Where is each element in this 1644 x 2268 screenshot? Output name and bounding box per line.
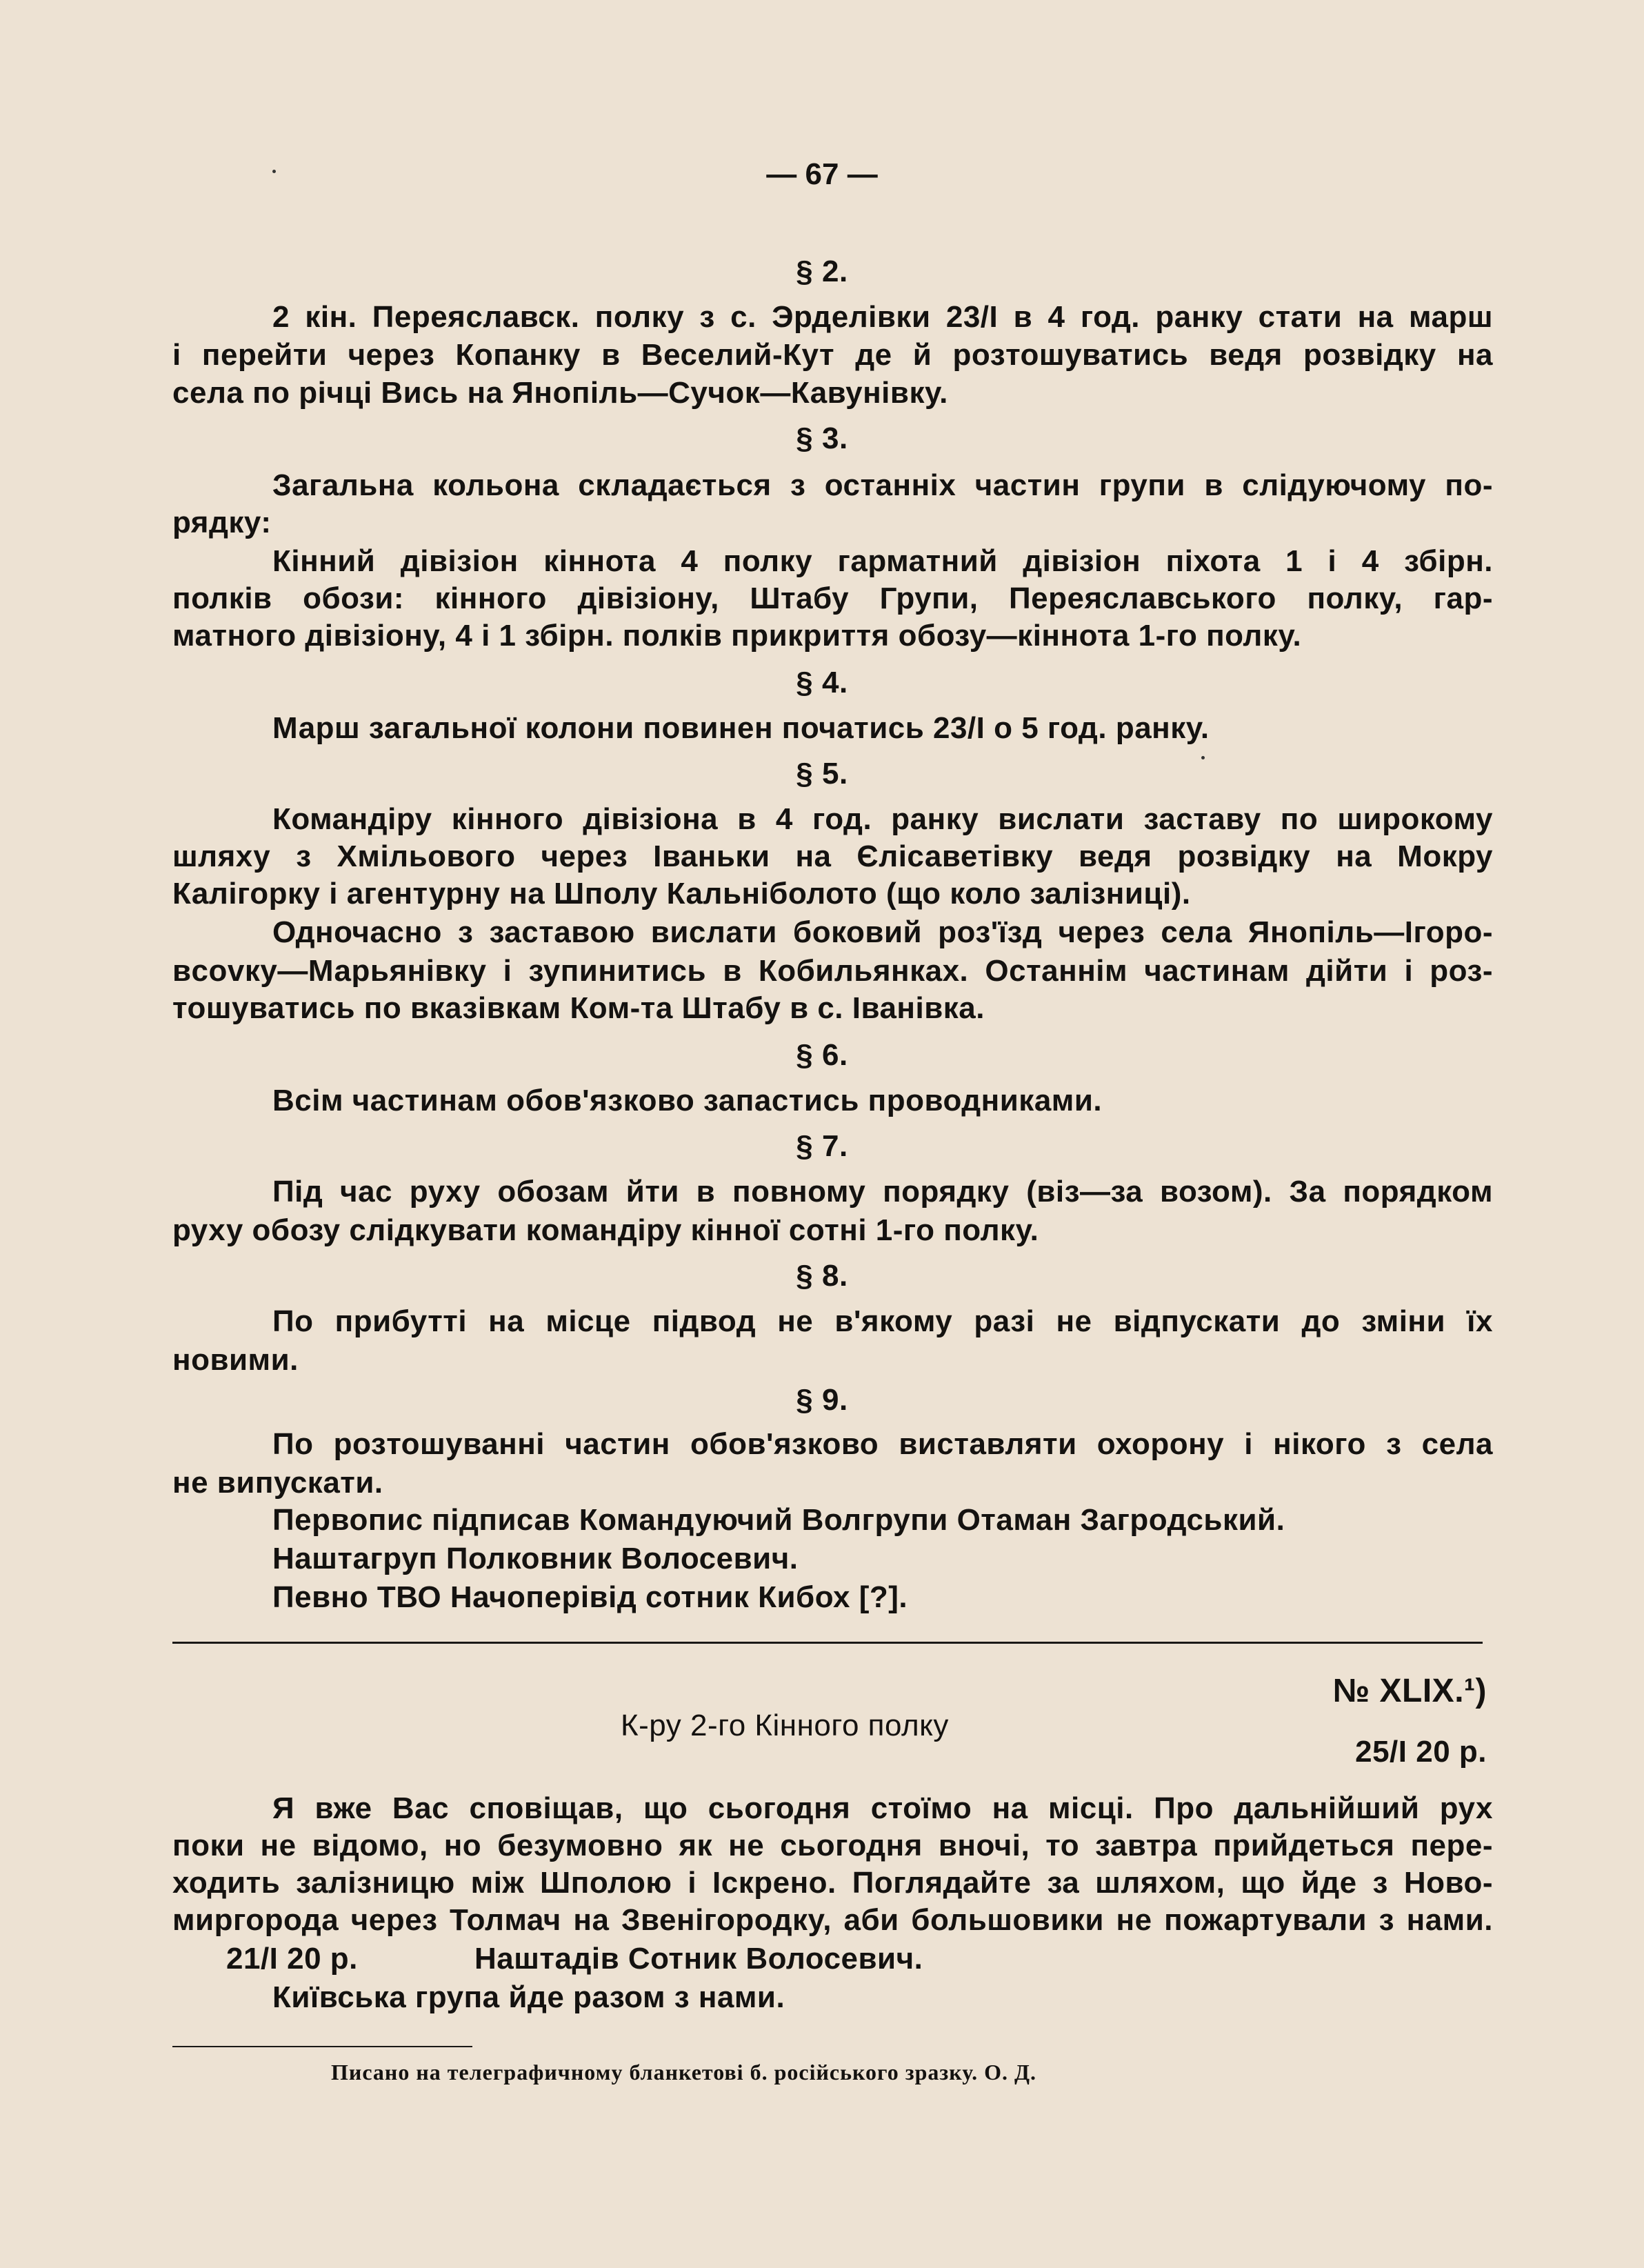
- letter-sign-date: 21/І 20 р.: [226, 1942, 358, 1976]
- letter-signature: Наштадів Сотник Волосевич.: [474, 1942, 923, 1976]
- footnote-text: Писано на телеграфичному бланкетові б. російського зразку. О. Д.: [331, 2060, 1036, 2085]
- signature-line-3: Певно ТВО Начоперівід сотник Кибох [?].: [272, 1580, 908, 1614]
- letter-line-1: Я вже Вас сповіщав, що сьогодня стоїмо на місці. Про дальнійший рух: [272, 1791, 1493, 1825]
- section-2-line-2: і перейти через Копанку в Веселий-Кут де й розтошуватись ведя розвідку на: [172, 338, 1493, 372]
- section-5-line-3: Калігорку і агентурну на Шполу Кальніболото (що коло залізниці).: [172, 877, 1191, 911]
- letter-line-3: ходить залізницю між Шполою і Іскрено. Поглядайте за шляхом, що йде з Ново-: [172, 1866, 1493, 1900]
- section-5-line-5: вcovку—Марьянівку і зупинитись в Кобильянках. Останнім частинам дійти і роз-: [172, 954, 1493, 988]
- section-2-heading: § 2.: [796, 255, 848, 288]
- section-8-line-2: новими.: [172, 1343, 299, 1377]
- section-9-heading: § 9.: [796, 1383, 848, 1417]
- document-addressee: К-ру 2-го Кінного полку: [621, 1709, 949, 1742]
- document-date: 25/І 20 р.: [1355, 1735, 1487, 1769]
- document-number: № XLIX.¹): [1332, 1673, 1487, 1709]
- section-5-line-6: тошуватись по вказівкам Ком-та Штабу в с. Іванівка.: [172, 991, 985, 1025]
- section-5-heading: § 5.: [796, 757, 848, 790]
- section-9-line-2: не випускати.: [172, 1466, 383, 1500]
- letter-line-4: миргорода через Толмач на Звенігородку, аби большовики не пожартували з нами.: [172, 1903, 1493, 1937]
- section-7-heading: § 7.: [796, 1129, 848, 1163]
- signature-line-1: Первопис підписав Командуючий Волгрупи Отаман Загродський.: [272, 1503, 1285, 1537]
- section-8-line-1: По прибутті на місце підвод не в'якому разі не відпускати до зміни їх: [272, 1304, 1493, 1338]
- section-7-line-2: руху обозу слідкувати командіру кінної сотні 1-го полку.: [172, 1213, 1039, 1247]
- section-5-line-4: Одночасно з заставою вислати боковий роз'їзд через села Янопіль—Ігоро-: [272, 915, 1493, 949]
- section-8-heading: § 8.: [796, 1259, 848, 1293]
- letter-line-2: поки не відомо, но безумовно як не сьогодня вночі, то завтра прийдеться пере-: [172, 1829, 1493, 1862]
- letter-postscript: Київська група йде разом з нами.: [272, 1980, 785, 2014]
- section-5-line-2: шляху з Хмільового через Іваньки на Єлісаветівку ведя розвідку на Мокру: [172, 839, 1493, 873]
- section-2-line-1: 2 кін. Переяславск. полку з с. Эрделівки 23/І в 4 год. ранку стати на марш: [272, 300, 1493, 334]
- section-6-heading: § 6.: [796, 1038, 848, 1072]
- section-6-line-1: Всім частинам обов'язково запастись проводниками.: [272, 1084, 1103, 1117]
- section-4-line-1: Марш загальної колони повинен початись 23/І о 5 год. ранку.: [272, 711, 1210, 745]
- section-7-line-1: Під час руху обозам йти в повному порядку (віз—за возом). За порядком: [272, 1175, 1493, 1208]
- section-3-line-4: полків обози: кінного дівізіону, Штабу Групи, Переяславського полку, гар-: [172, 581, 1493, 615]
- separator-rule: [172, 1642, 1483, 1644]
- section-3-line-2: рядку:: [172, 506, 272, 539]
- section-5-line-1: Командіру кінного дівізіона в 4 год. ранку вислати заставу по широкому: [272, 802, 1493, 836]
- footnote-rule: [172, 2046, 472, 2047]
- signature-line-2: Наштагруп Полковник Волосевич.: [272, 1542, 799, 1575]
- page-number: — 67 —: [766, 157, 878, 191]
- section-9-line-1: По розтошуванні частин обов'язково виставляти охорону і нікого з села: [272, 1427, 1493, 1461]
- section-3-line-1: Загальна кольона складається з останніх частин групи в слідуючому по-: [272, 468, 1493, 502]
- section-2-line-3: села по річці Вись на Янопіль—Сучок—Кавунівку.: [172, 376, 948, 410]
- section-3-line-3: Кінний дівізіон кіннота 4 полку гарматний дівізіон піхота 1 і 4 збірн.: [272, 544, 1493, 578]
- section-4-heading: § 4.: [796, 666, 848, 699]
- section-3-heading: § 3.: [796, 421, 848, 455]
- section-3-line-5: матного дівізіону, 4 і 1 збірн. полків прикриття обозу—кіннота 1-го полку.: [172, 619, 1302, 653]
